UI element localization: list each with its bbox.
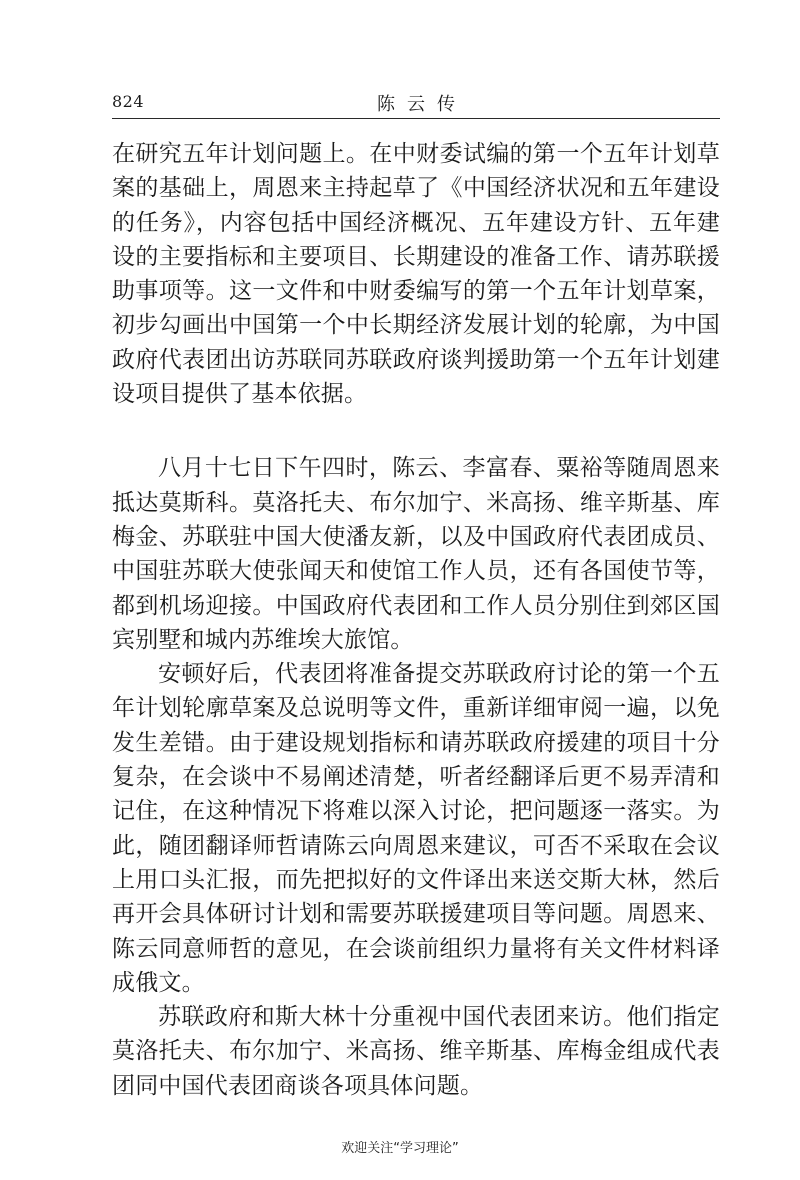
- paragraph-arrival-moscow: 八月十七日下午四时，陈云、李富春、粟裕等随周恩来抵达莫斯科。莫洛托夫、布尔加宁、米高扬、维辛斯基、库梅金、苏联驻中国大使潘友新，以及中国政府代表团成员、中国驻苏联大使张闻天和使馆工作人员，还有各国使节等，都到机场迎接。中国政府代表团和工作人员分别住到郊区国宾别墅和城内苏维埃大旅馆。: [112, 455, 720, 653]
- body-text: [112, 137, 720, 1103]
- paragraph-soviet-delegation: 苏联政府和斯大林十分重视中国代表团来访。他们指定莫洛托夫、布尔加宁、米高扬、维辛斯基、库梅金组成代表团同中国代表团商谈各项具体问题。: [112, 1004, 720, 1099]
- book-title: 陈云传: [377, 94, 467, 115]
- paragraph-continuation: 在研究五年计划问题上。在中财委试编的第一个五年计划草案的基础上，周恩来主持起草了《中国经济状况和五年建设的任务》，内容包括中国经济概况、五年建设方针、五年建设的主要指标和主要项目、长期建设的准备工作、请苏联援助事项等。这一文件和中财委编写的第一个五年计划草案，初步勾画出中国第一个中长期经济发展计划的轮廓，为中国政府代表团出访苏联同苏联政府谈判援助第一个五年计划建设项目提供了基本依据。: [112, 141, 720, 408]
- footer-note: 欢迎关注“学习理论”: [341, 1141, 459, 1156]
- running-header: [112, 88, 720, 119]
- page-number: 824: [112, 92, 145, 111]
- paragraph-document-review: 安顿好后，代表团将准备提交苏联政府讨论的第一个五年计划轮廓草案及总说明等文件，重新详细审阅一遍，以免发生差错。由于建设规划指标和请苏联政府援建的项目十分复杂，在会谈中不易阐述清楚，听者经翻译后更不易弄清和记住，在这种情况下将难以深入讨论，把问题逐一落实。为此，随团翻译师哲请陈云向周恩来建议，可否不采取在会议上用口头汇报，而先把拟好的文件译出来送交斯大林，然后再开会具体研讨计划和需要苏联援建项目等问题。周恩来、陈云同意师哲的意见，在会谈前组织力量将有关文件材料译成俄文。: [112, 661, 720, 996]
- paragraph-gap: [112, 411, 720, 451]
